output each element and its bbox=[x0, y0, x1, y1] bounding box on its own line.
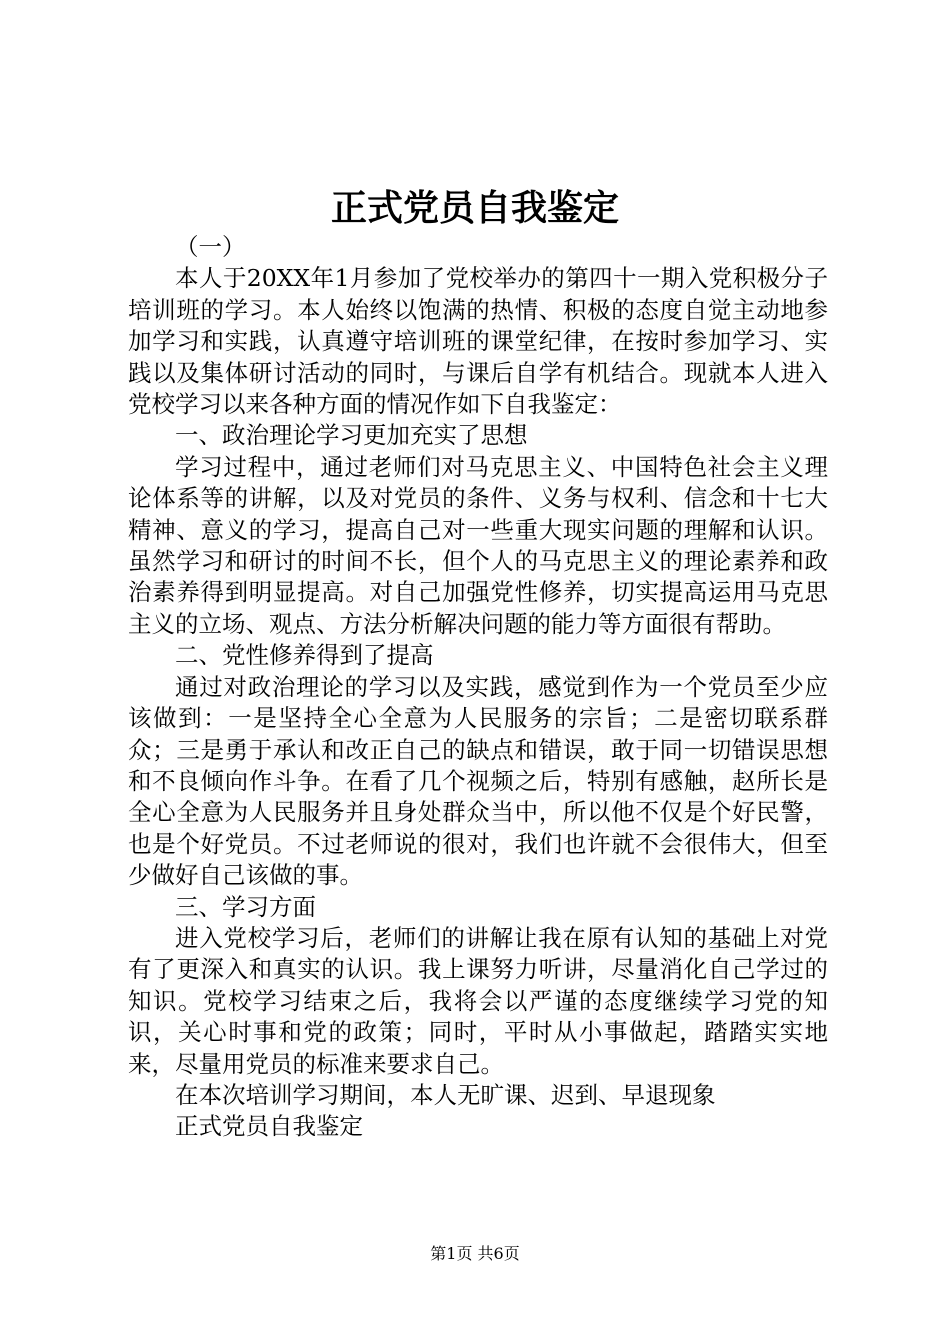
section-heading-3: 三、学习方面 bbox=[175, 892, 316, 921]
document-body bbox=[128, 232, 828, 1143]
intro-paragraph: 本人于20XX年1月参加了党校举办的第四十一期入党积极分子培训班的学习。本人始终以饱满的热情、积极的态度自觉主动地参加学习和实践，认真遵守培训班的课堂纪律，在按时参加学习、实践以及集体研讨活动的同时，与课后自学有机结合。现就本人进入党校学习以来各种方面的情况作如下自我鉴定： bbox=[128, 264, 828, 419]
attendance-note: 在本次培训学习期间，本人无旷课、迟到、早退现象 bbox=[175, 1080, 716, 1109]
section-2-paragraph: 通过对政治理论的学习以及实践，感觉到作为一个党员至少应该做到：一是坚持全心全意为人民服务的宗旨；二是密切联系群众；三是勇于承认和改正自己的缺点和错误，敢于同一切错误思想和不良倾向作斗争。在看了几个视频之后，特别有感触，赵所长是全心全意为人民服务并且身处群众当中，所以他不仅是个好民警，也是个好党员。不过老师说的很对，我们也许就不会很伟大，但至少做好自己该做的事。 bbox=[128, 672, 828, 890]
section-1-paragraph: 学习过程中，通过老师们对马克思主义、中国特色社会主义理论体系等的讲解，以及对党员的条件、义务与权利、信念和十七大精神、意义的学习，提高自己对一些重大现实问题的理解和认识。虽然学习和研讨的时间不长，但个人的马克思主义的理论素养和政治素养得到明显提高。对自己加强党性修养，切实提高运用马克思主义的立场、观点、方法分析解决问题的能力等方面很有帮助。 bbox=[128, 452, 828, 638]
closing-title-line: 正式党员自我鉴定 bbox=[175, 1112, 363, 1141]
section-heading-2: 二、党性修养得到了提高 bbox=[175, 641, 434, 670]
document-title: 正式党员自我鉴定 bbox=[330, 187, 619, 229]
section-marker: （一） bbox=[175, 233, 246, 261]
page-footer: 第1页 共6页 bbox=[430, 1244, 520, 1263]
section-3-paragraph: 进入党校学习后，老师们的讲解让我在原有认知的基础上对党有了更深入和真实的认识。我上课努力听讲，尽量消化自己学过的知识。党校学习结束之后，我将会以严谨的态度继续学习党的知识，关心时事和党的政策；同时，平时从小事做起，踏踏实实地来，尽量用党员的标准来要求自己。 bbox=[128, 923, 828, 1078]
section-heading-1: 一、政治理论学习更加充实了思想 bbox=[175, 421, 528, 450]
